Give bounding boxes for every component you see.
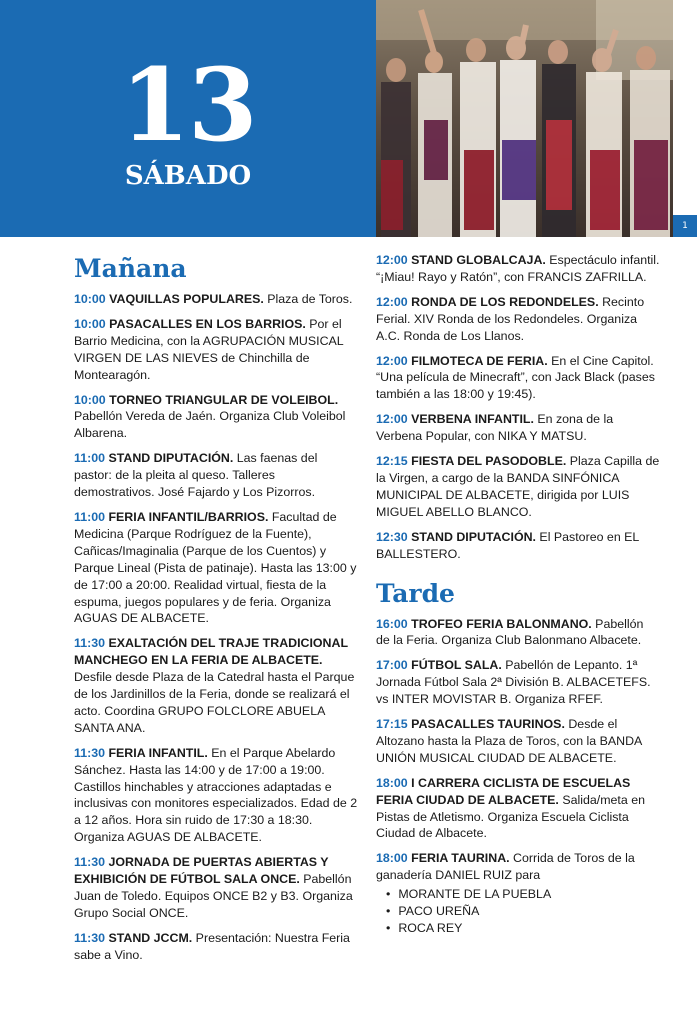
event-description: En el Cine Capitol. “Una película de Minecraft”, con Jack Black (pases también a las 18:00 y 19:45). <box>376 353 655 402</box>
event-title: VAQUILLAS POPULARES. <box>109 292 264 306</box>
event-description: Pabellón Juan de Toledo. Equipos ONCE B2 y B3. Organiza Grupo Social ONCE. <box>74 872 353 920</box>
event-item <box>74 450 358 501</box>
event-time: 10:00 <box>74 292 106 306</box>
event-item <box>74 854 358 922</box>
event-title: FERIA TAURINA. <box>411 851 510 866</box>
event-time: 12:00 <box>376 294 408 309</box>
page-margin <box>673 0 697 215</box>
event-title: EXALTACIÓN DEL TRAJE TRADICIONAL MANCHEGO EN LA FERIA DE ALBACETE. <box>74 636 348 668</box>
event-item <box>74 635 358 736</box>
event-description: Las faenas del pastor: de la pleita al queso. Talleres demostrativos. José Fajardo y Los Pizorros. <box>74 451 318 500</box>
event-item <box>376 616 660 650</box>
morning-title: Mañana <box>74 254 187 283</box>
event-time: 17:15 <box>376 717 408 732</box>
day-name: SÁBADO <box>124 161 252 191</box>
event-item <box>74 316 358 384</box>
event-title: STAND JCCM. <box>108 930 193 945</box>
event-title: FIESTA DEL PASODOBLE. <box>411 454 567 469</box>
event-time: 10:00 <box>74 392 106 407</box>
event-item <box>74 509 358 627</box>
event-item <box>74 291 358 308</box>
event-title: VERBENA INFANTIL. <box>411 412 534 427</box>
event-description: Presentación: Nuestra Feria sabe a Vino. <box>74 930 350 962</box>
event-title: TORNEO TRIANGULAR DE VOLEIBOL. <box>109 392 339 407</box>
event-time: 18:00 <box>376 851 408 866</box>
event-item <box>376 294 660 345</box>
event-description: Pabellón Vereda de Jaén. Organiza Club Voleibol Albarena. <box>74 409 346 441</box>
event-title: FERIA INFANTIL/BARRIOS. <box>108 509 269 524</box>
event-title: FÚTBOL SALA. <box>411 658 502 673</box>
event-title: PASACALLES EN LOS BARRIOS. <box>109 316 306 331</box>
event-time: 12:00 <box>376 253 408 267</box>
event-description: Por el Barrio Medicina, con la AGRUPACIÓN MUSICAL VIRGEN DE LAS NIEVES de Chinchilla de Montearagón. <box>74 316 344 382</box>
afternoon-title: Tarde <box>376 578 455 608</box>
page-number: 1 <box>673 215 697 237</box>
day-header <box>0 0 376 237</box>
event-time: 11:30 <box>74 930 106 945</box>
event-time: 12:00 <box>376 412 408 427</box>
event-title: I CARRERA CICLISTA DE ESCUELAS FERIA CIUDAD DE ALBACETE. <box>376 775 631 807</box>
event-description: En el Parque Abelardo Sánchez. Hasta las 14:00 y de 17:00 a 19:00. Castillos hinchables y atracciones adaptadas e inclusivas con monitores especializados. Edad de 2 a 12 años. Hora sin ruido de 17:30 a 18:30. Organiza AGUAS DE ALBACETE. <box>74 745 358 845</box>
event-title: JORNADA DE PUERTAS ABIERTAS Y EXHIBICIÓN DE FÚTBOL SALA ONCE. <box>74 855 329 887</box>
event-title: RONDA DE LOS REDONDELES. <box>411 294 599 309</box>
event-item <box>376 252 660 286</box>
event-description: Facultad de Medicina (Parque Rodríguez de la Fuente), Cañicas/Imaginalia (Parque de los Cuentos) y Parque Lineal (Pista de patinaje). Hasta las 13:00 y de 17:00 a 20:00. Realidad virtual, fiesta de la espuma, juegos populares y de feria. Organiza AGUAS DE ALBACETE. <box>74 509 357 626</box>
event-time: 12:00 <box>376 353 408 368</box>
event-title: STAND GLOBALCAJA. <box>411 253 546 267</box>
event-item <box>376 850 660 937</box>
event-description: Pabellón de la Feria. Organiza Club Balonmano Albacete. <box>376 616 644 648</box>
right-column <box>376 252 660 945</box>
event-item <box>376 657 660 708</box>
festival-photo <box>376 0 673 237</box>
midday-events <box>376 252 660 563</box>
event-description: Plaza de Toros. <box>263 292 353 306</box>
event-description: Espectáculo infantil. “¡Miau! Rayo y Ratón”, con FRANCIS ZAFRILLA. <box>376 253 660 284</box>
event-description: En zona de la Verbena Popular, con NIKA Y MATSU. <box>376 412 614 444</box>
morning-column <box>74 252 358 972</box>
event-time: 11:30 <box>74 745 106 760</box>
event-item <box>376 529 660 563</box>
bullfighter-name: • PACO UREÑA <box>386 903 660 920</box>
event-item <box>74 930 358 964</box>
event-time: 17:00 <box>376 658 408 673</box>
bullfighter-name: • MORANTE DE LA PUEBLA <box>386 886 660 903</box>
event-item <box>376 716 660 767</box>
event-item <box>376 353 660 404</box>
event-time: 11:00 <box>74 509 106 524</box>
event-description: Desde el Altozano hasta la Plaza de Toros, con la BANDA UNIÓN MUSICAL CIUDAD DE ALBACETE. <box>376 717 642 765</box>
event-time: 11:30 <box>74 636 106 651</box>
event-title: STAND DIPUTACIÓN. <box>411 529 536 544</box>
bullfighter-list <box>376 886 660 937</box>
event-time: 12:30 <box>376 529 408 544</box>
event-title: STAND DIPUTACIÓN. <box>108 451 234 466</box>
event-title: TROFEO FERIA BALONMANO. <box>411 616 592 631</box>
event-title: PASACALLES TAURINOS. <box>411 717 565 732</box>
event-time: 10:00 <box>74 316 106 331</box>
event-item <box>74 745 358 846</box>
morning-events <box>74 291 358 964</box>
event-title: FERIA INFANTIL. <box>108 745 208 760</box>
event-time: 12:15 <box>376 454 408 469</box>
event-description: El Pastoreo en EL BALLESTERO. <box>376 529 639 561</box>
event-title: FILMOTECA DE FERIA. <box>411 353 548 368</box>
event-description: Salida/meta en Pistas de Atletismo. Organiza Escuela Ciclista Ciudad de Albacete. <box>376 792 645 841</box>
bullfighter-name: • ROCA REY <box>386 920 660 937</box>
event-description: Pabellón de Lepanto. 1ª Jornada Fútbol Sala 2ª División B. ALBACETEFS. vs INTER MOVISTAR B. Organiza RFEF. <box>376 658 651 707</box>
event-time: 16:00 <box>376 616 408 631</box>
afternoon-events <box>376 616 660 937</box>
event-item <box>74 392 358 443</box>
event-item <box>376 453 660 521</box>
event-time: 18:00 <box>376 775 408 790</box>
event-item <box>376 775 660 843</box>
event-description: Recinto Ferial. XIV Ronda de los Redondeles. Organiza A.C. Ronda de Los Llanos. <box>376 294 645 343</box>
event-description: Desfile desde Plaza de la Catedral hasta el Parque de los Jardinillos de la Feria, donde se realizará el acto. Coordina GRUPO FOLCLORE ABUELA SANTA ANA. <box>74 670 355 735</box>
event-time: 11:00 <box>74 451 106 466</box>
event-description: Corrida de Toros de la ganadería DANIEL RUIZ para <box>376 851 635 883</box>
day-number: 13 <box>120 46 256 164</box>
event-item <box>376 411 660 445</box>
event-time: 11:30 <box>74 855 106 870</box>
event-description: Plaza Capilla de la Virgen, a cargo de la BANDA SINFÓNICA MUNICIPAL DE ALBACETE, dirigida por LUIS MIGUEL ABELLO BLANCO. <box>376 454 660 519</box>
